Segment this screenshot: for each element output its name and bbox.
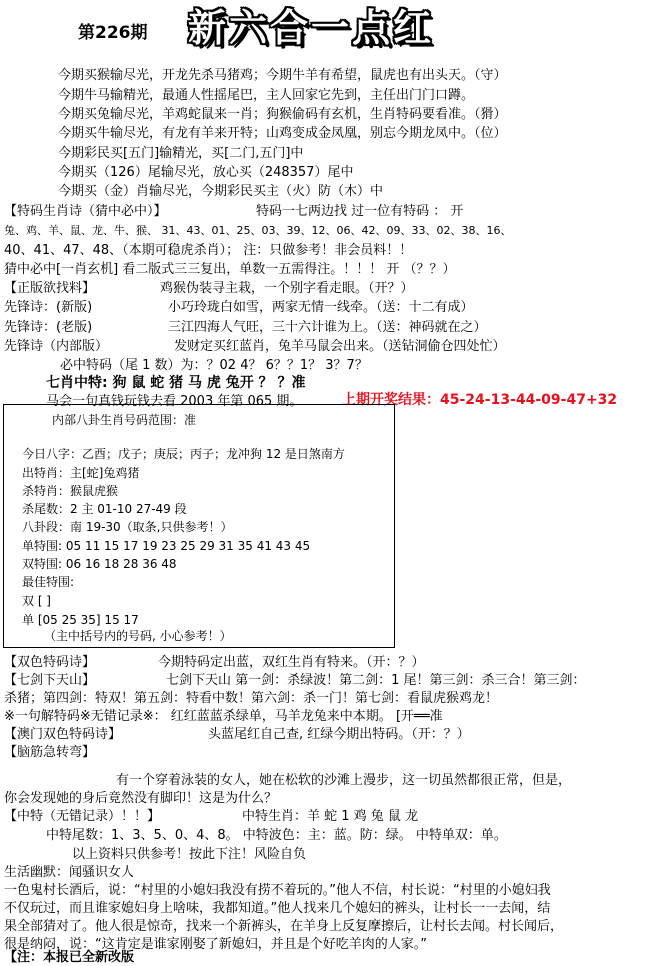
special-poem-line-1: 兔、鸡、羊、鼠、龙、牛、猴、 31、43、01、25、03、39、12、06、42、09、33、02、38、16、 [4,224,512,237]
seven-sword-text: 七剑下天山 第一剑：杀绿波！第二剑：1 尾！第三剑：杀三合！第三剑： [166,673,586,688]
box-kill-special: 杀特肖：猴鼠虎猴 [22,484,119,498]
box-kill-tail: 杀尾数：2 主 01-10 27-49 段 [22,502,187,516]
footer-note: 【注：本报已全新改版 [4,950,135,965]
poem-line-2: 今期牛马输精光，最通人性摇尾巴，主人回家它先到，主任出门门口蹲。 [58,88,475,103]
inner-info-box [3,404,395,648]
special-poem-line-3: 猜中必中[一肖玄机] 看二版式三三复出，单数一五需得注。！！！ 开 （？？） [4,262,456,277]
poem-line-7: 今期买（金）肖输尽光，今期彩民买主（火）防（木）中 [58,184,384,199]
issue-number: 第226期 [78,23,148,43]
row-text-4: 发财定买红蓝肖，兔羊马鼠会出来。（送钻洞偷仓四处忙） [174,339,506,354]
horse-line: 马会一句真钱玩钱去看 2003 年第 065 期。 [46,394,303,409]
newspaper-title: 新六合一点红 [188,6,435,50]
hit-zodiac: 中特生肖：羊 蛇 1 鸡 兔 鼠 龙 [242,809,419,824]
box-single-range: 单特围: 05 11 15 17 19 23 25 29 31 35 41 43 45 [22,539,311,553]
one-code-line: ※一句解特码※无错记录※： 红红蓝蓝杀绿单，马羊龙兔来中本期。 [开══准 [4,709,443,724]
brain-text-2: 你会发现她的身后竟然没有脚印！这是为什么？ [4,791,278,806]
last-result-label: 上期开奖结果： [342,392,440,408]
row-label-3: 先锋诗：(老版) [4,320,93,335]
box-best-range: 最佳特围: [22,575,75,589]
special-poem-line-2: 40、41、47、48、（本期可稳虎杀肖）； 注：只做参考！非会员料！！ [4,243,413,258]
box-bazi: 今日八字：乙酉；戊子；庚辰；丙子；龙冲狗 12 是日煞南方 [22,447,345,461]
last-result-numbers: 45-24-13-44-09-47+32 [440,392,618,408]
seven-zodiac-line: 七肖中特: 狗 鼠 蛇 猪 马 虎 兔开 ？ ？准 [46,375,306,391]
poem-line-4: 今期买牛输尽光，有龙有羊来开特；山鸡变成金凤凰，别忘今期龙凤中。（位） [58,126,507,141]
macau-text: 头蓝尾红自己查, 红绿今期出特码。（开：？） [208,727,470,742]
seven-sword-line-2: 杀猪；第四剑：特双！第五剑：特看中数！第六剑：杀一门！第七剑：看鼠虎猴鸡龙！ [4,691,499,706]
box-note: （主中括号内的号码, 小心参考！） [44,629,232,643]
humor-line-4: 很是纳闷，说：“这肯定是谁家刚娶了新媳妇，并且是个好吃羊肉的人家。” [4,937,427,952]
row-text-1: 鸡猴伪装寻主栽，一个别字看走眼。（开？） [160,281,414,296]
macau-label: 【澳门双色特码诗】 [4,727,122,742]
box-title: 内部八卦生肖号码范围：准 [52,413,197,427]
box-bagua: 八卦段：南 19-30（取条,只供参考！） [22,520,233,534]
poem-line-6: 今期买（126）尾输尽光，放心买（248357）尾中 [58,165,354,180]
two-color-text: 今期特码定出蓝，双红生肖有特来。（开：？） [158,655,425,670]
hit-tails: 中特尾数：1、3、5、0、4、8。 中特波色：主：蓝。防：绿。 中特单双：单。 [46,828,507,843]
row-text-3: 三江四海人气旺，三十六计谁为上。（送：神码就在之） [168,320,487,335]
box-double-bracket: 双 [ ] [22,594,51,608]
humor-line-2: 不仅玩过，而且谁家媳妇身上啥味，我都知道。”他人找来几个媳妇的裤头，让村长一一去闻，结 [4,901,551,916]
special-poem-heading: 【特码生肖诗（猜中必中）】 [4,204,167,219]
two-color-label: 【双色特码诗】 [4,655,96,670]
humor-line-1: 一色鬼村长酒后，说：“村里的小媳妇我没有捞不着玩的。”他人不信，村长说：“村里的小媳妇我 [4,883,551,898]
must-win-line: 必中特码（尾 1 数）为：？02 4？ 6？？1？ 3？7？ [60,358,368,373]
humor-label: 生活幽默：闻骚识女人 [4,865,135,880]
seven-sword-label: 【七剑下天山】 [4,673,96,688]
poem-line-5: 今期彩民买[五门]输精光，买[二门,五门]中 [58,146,304,161]
brain-label: 【脑筋急转弯】 [4,745,96,760]
hit-label: 【中特（无错记录）！！】 [4,809,161,824]
poem-line-1: 今期买猴输尽光，开龙先杀马猪鸡；今期牛羊有希望，鼠虎也有出头天。（守） [58,68,507,83]
poem-line-3: 今期买兔输尽光，羊鸡蛇鼠来一肖；狗猴偷码有玄机，生肖特码要看准。（猾） [58,107,507,122]
disclaimer: 以上资料只供参考！按此下注！风险自负 [72,847,307,862]
row-label-1: 【正版欲找料】 [4,281,96,296]
box-single-bracket: 单 [05 25 35] 15 17 [22,613,139,627]
row-text-2: 小巧玲珑白如雪，两家无情一线牵。（送：十二有成） [168,300,474,315]
row-label-2: 先锋诗：(新版) [4,300,93,315]
brain-text-1: 有一个穿着泳装的女人，她在松软的沙滩上漫步，这一切虽然都很正常，但是， [116,773,572,788]
humor-line-3: 果全部猜对了。他人很是惊奇，找来一个新裤头，在羊身上反复摩擦后，让村长去闻。村长闻后， [4,919,564,934]
row-label-4: 先锋诗（内部版） [4,339,109,354]
box-out-special: 出特肖：主[蛇]兔鸡猪 [22,466,140,480]
box-double-range: 双特围: 06 16 18 28 36 48 [22,557,177,571]
special-poem-riddle: 特码一七两边找 过一位有特码 ： 开 [256,204,464,219]
